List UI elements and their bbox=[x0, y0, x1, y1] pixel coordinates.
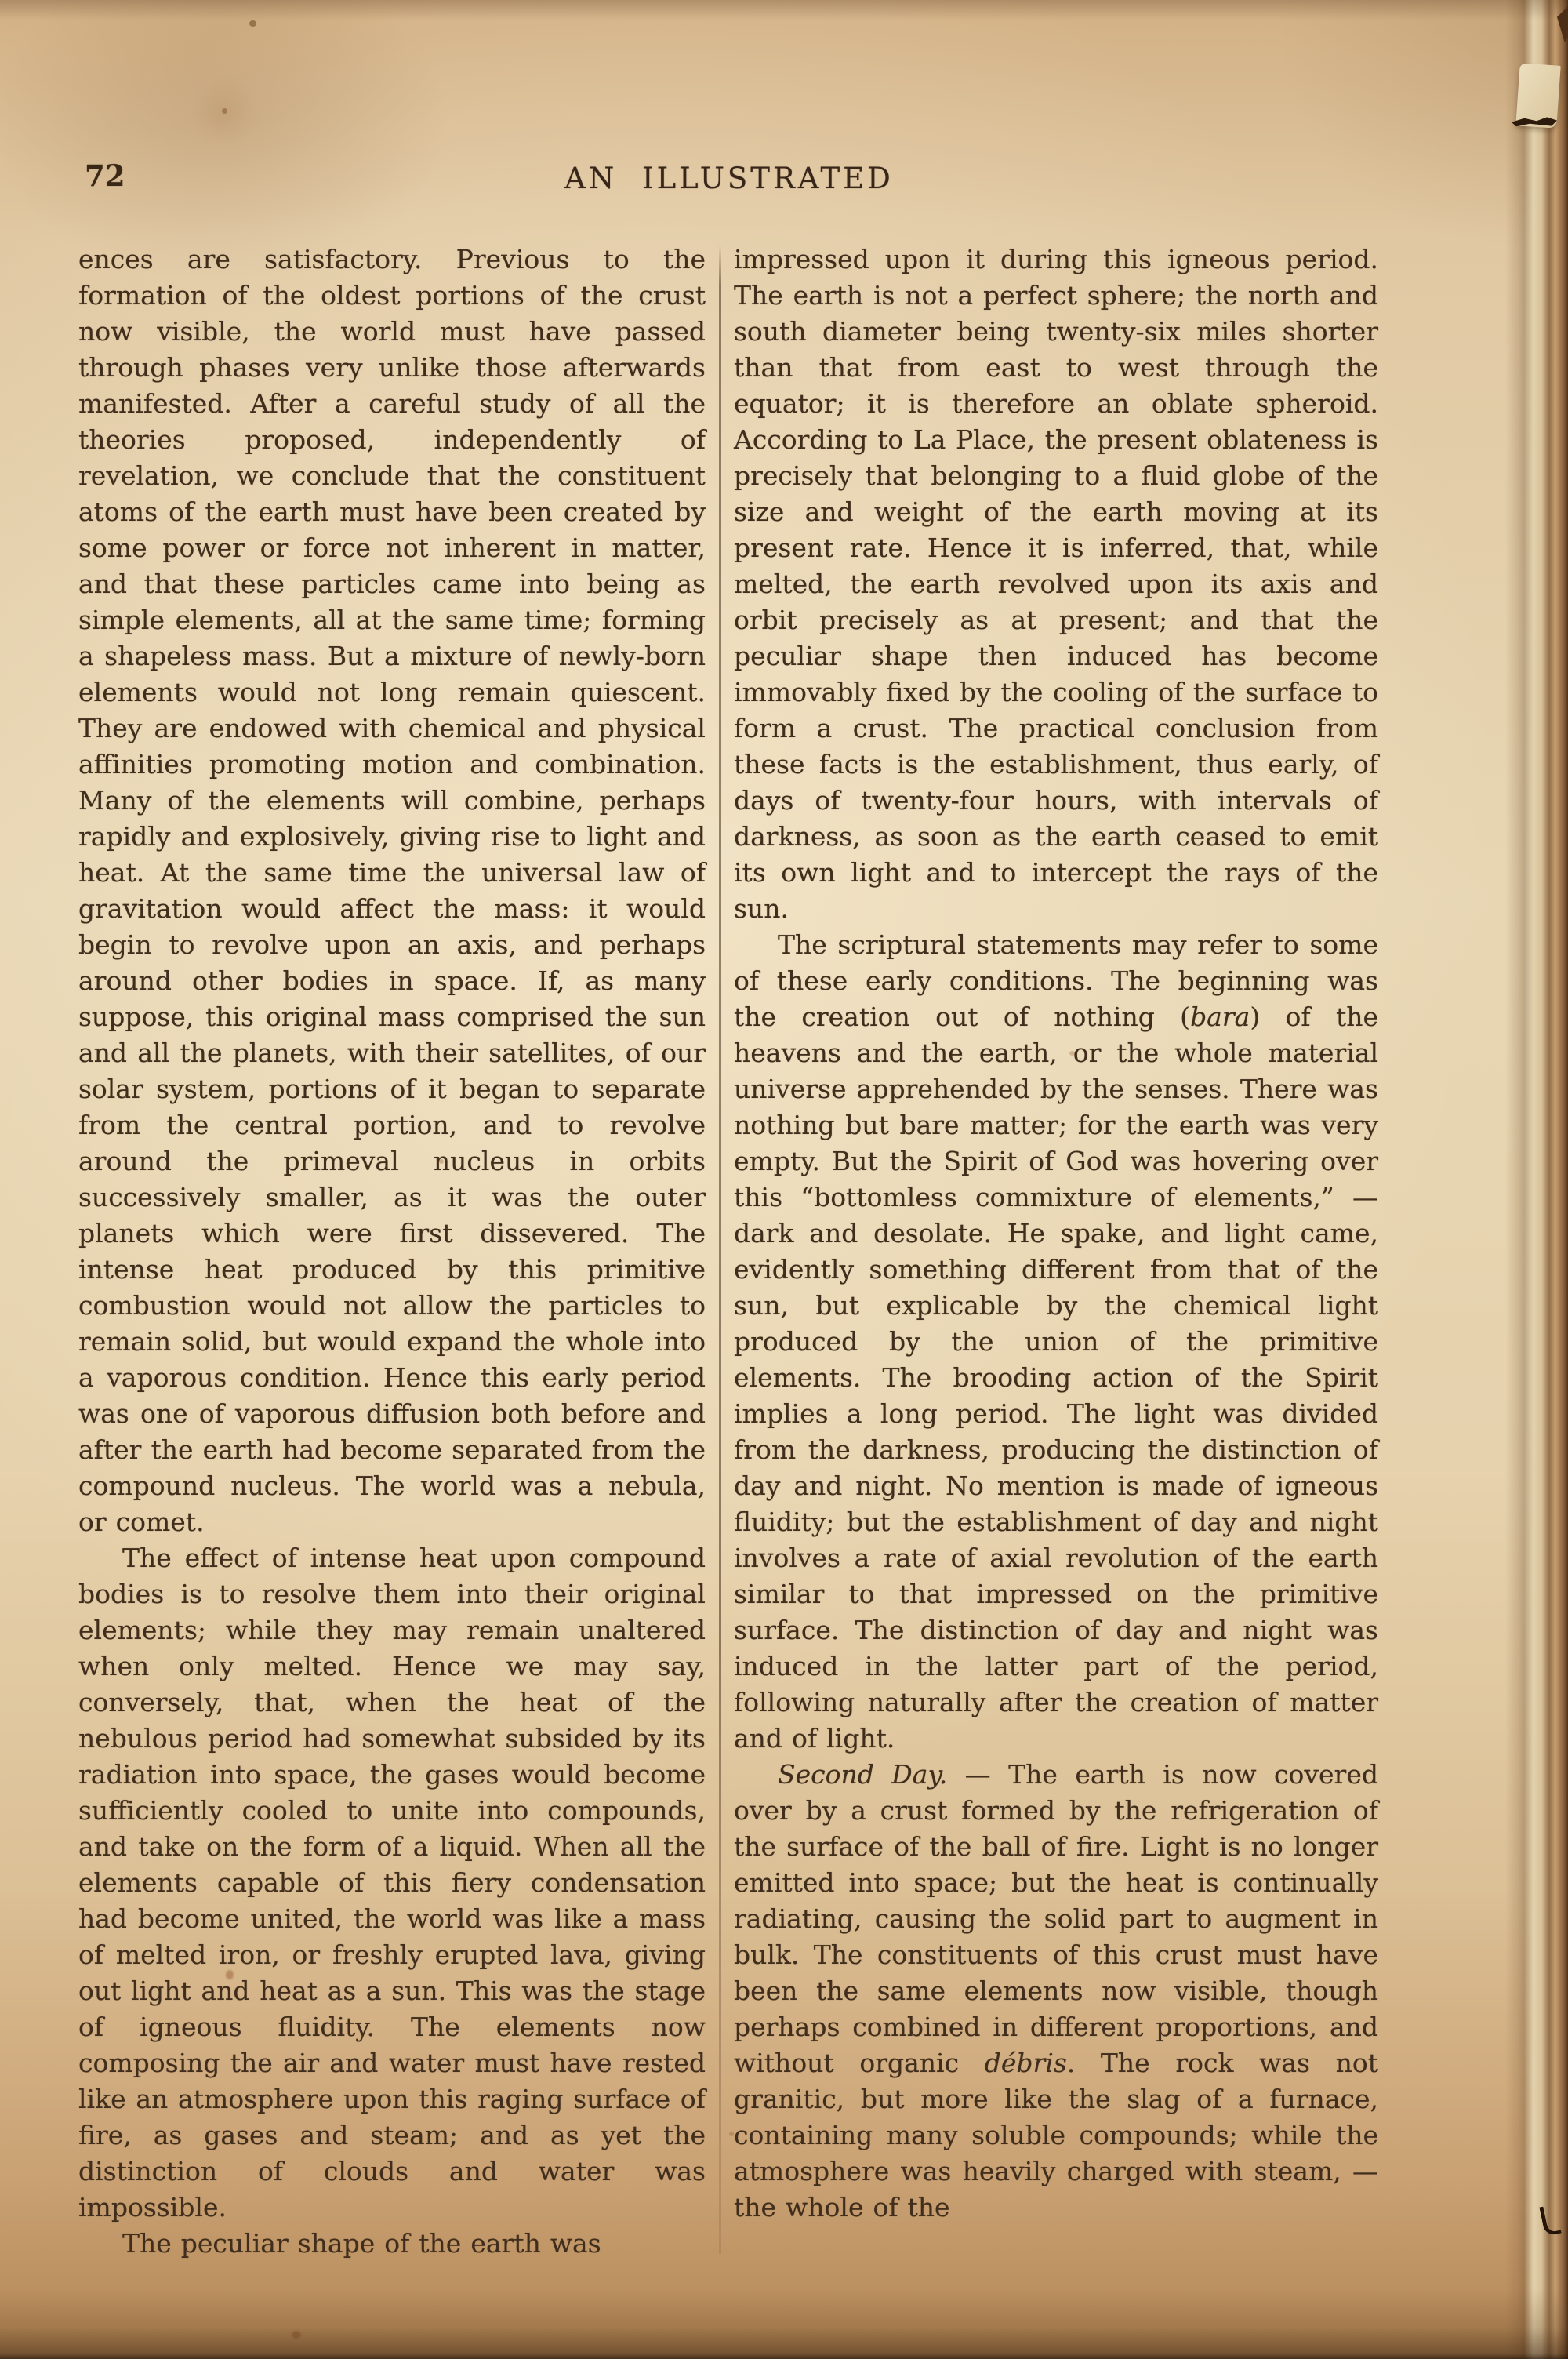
paragraph: The scriptural statements may refer to some of these early conditions. The beginning was the creation out of nothing (bara) of the heavens and the earth, or the whole material universe apprehended by the senses. There was nothing but bare matter; for the earth was very empty. But the Spirit of God was hovering over this “bottomless commixture of elements,” — dark and desolate. He spake, and light came, evidently something different from that of the sun, but explicable by the chemical light produced by the union of the primitive elements. The brooding action of the Spirit implies a long period. The light was divided from the darkness, producing the distinction of day and night. No mention is made of igneous fluidity; but the establishment of day and night involves a rate of axial revolution of the earth similar to that impressed on the primitive surface. The distinction of day and night was induced in the latter part of the period, following naturally after the creation of matter and of light. bbox=[734, 929, 1378, 1754]
top-vignette bbox=[0, 0, 1568, 20]
left-column bbox=[78, 242, 706, 2262]
paragraph: The effect of intense heat upon compound bodies is to resolve them into their original elements; while they may remain unaltered when only melted. Hence we may say, conversely, that, when the heat of the nebulous period had somewhat subsided by its radiation into space, the gases would become sufficiently cooled to unite into compounds, and take on the form of a liquid. When all the elements capable of this fiery condensation had become united, the world was like a mass of melted iron, or freshly erupted lava, giving out light and heat as a sun. This was the stage of igneous fluidity. The elements now composing the air and water must have rested like an atmosphere upon this raging surface of fire, as gases and steam; and as yet the distinction of clouds and water was impossible. bbox=[78, 1543, 706, 2223]
foxing-speck bbox=[729, 2132, 734, 2136]
foxing-speck bbox=[222, 108, 227, 114]
page-edge-fold bbox=[1515, 63, 1560, 128]
foxing-speck bbox=[1069, 1051, 1075, 1056]
bottom-vignette bbox=[0, 2288, 1568, 2359]
page-number: 72 bbox=[85, 158, 125, 193]
paragraph: Second Day. — The earth is now covered over by a crust formed by the refrigeration of the surface of the ball of fire. Light is no longer emitted into space; but the heat is continually radiating, causing the solid part to augment in bulk. The constituents of this crust must have been the same elements now visible, though perhaps combined in different proportions, and without organic débris. The rock was not granitic, but more like the slag of a furnace, containing many soluble compounds; while the atmosphere was heavily charged with steam, — the whole of the bbox=[734, 1759, 1378, 2223]
page-fore-edge bbox=[1505, 0, 1568, 2359]
foxing-speck bbox=[925, 1921, 931, 1927]
foxing-speck bbox=[226, 1970, 234, 1979]
paragraph: impressed upon it during this igneous period. The earth is not a perfect sphere; the north and south diameter being twenty-six miles shorter than that from east to west through the equator; it is therefore an oblate spheroid. According to La Place, the present oblateness is precisely that belonging to a fluid globe of the size and weight of the earth moving at its present rate. Hence it is inferred, that, while melted, the earth revolved upon its axis and orbit precisely as at present; and that the peculiar shape then induced has become immovably fixed by the cooling of the surface to form a crust. The practical conclusion from these facts is the establishment, thus early, of days of twenty-four hours, with intervals of darkness, as soon as the earth ceased to emit its own light and to intercept the rays of the sun. bbox=[734, 244, 1378, 924]
running-title: AN ILLUSTRATED bbox=[564, 162, 894, 195]
paragraph: The peculiar shape of the earth was bbox=[122, 2228, 601, 2259]
paragraph: ences are satisfactory. Previous to the formation of the oldest portions of the crust now visible, the world must have passed through phases very unlike those afterwards manifested. After a careful study of all the theories proposed, independently of revelation, we conclude that the constituent atoms of the earth must have been created by some power or force not inherent in matter, and that these particles came into being as simple elements, all at the same time; forming a shapeless mass. But a mixture of newly-born elements would not long remain quiescent. They are endowed with chemical and physical affinities promoting motion and combination. Many of the elements will combine, perhaps rapidly and explosively, giving rise to light and heat. At the same time the universal law of gravitation would affect the mass: it would begin to revolve upon an axis, and perhaps around other bodies in space. If, as many suppose, this original mass comprised the sun and all the planets, with their satellites, of our solar system, portions of it began to separate from the central portion, and to revolve around the primeval nucleus in orbits successively smaller, as it was the outer planets which were first dissevered. The intense heat produced by this primitive combustion would not allow the particles to remain solid, but would expand the whole into a vaporous condition. Hence this early period was one of vaporous diffusion both before and after the earth had become separated from the compound nucleus. The world was a nebula, or comet. bbox=[78, 244, 706, 1537]
page-header bbox=[0, 155, 1568, 202]
right-column bbox=[734, 242, 1378, 2226]
foxing-speck bbox=[249, 20, 256, 27]
column-divider-rule bbox=[719, 245, 721, 2254]
foxing-speck bbox=[439, 1159, 444, 1164]
